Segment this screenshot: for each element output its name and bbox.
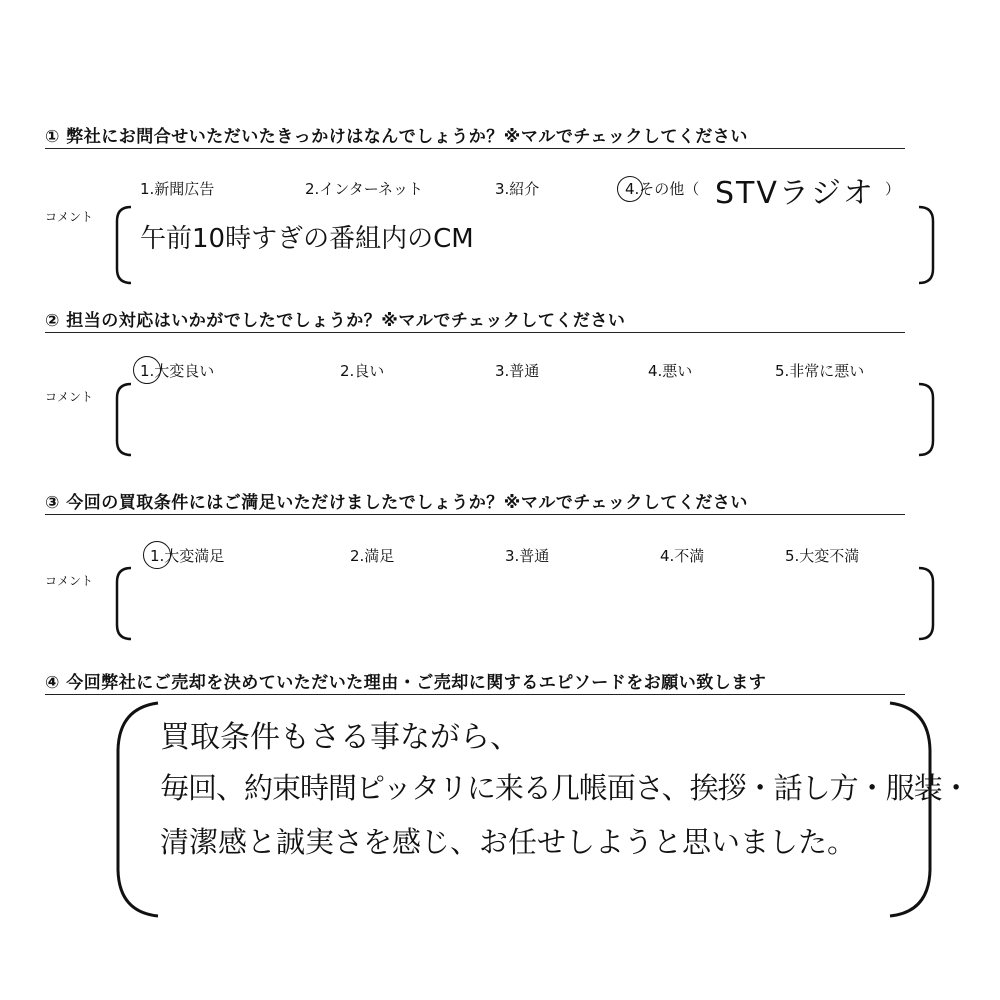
- q3-option-2[interactable]: 2.満足: [350, 547, 395, 565]
- question-3-underline: [45, 514, 905, 515]
- q2-option-3[interactable]: 3.普通: [495, 362, 540, 380]
- q3-option-3[interactable]: 3.普通: [505, 547, 550, 565]
- q2-option-1[interactable]: 1.大変良い: [140, 362, 215, 380]
- q3-option-1[interactable]: 1.大変満足: [150, 547, 225, 565]
- q2-comment-left-bracket: [113, 382, 135, 457]
- q3-selected-circle: [143, 541, 171, 569]
- q1-option-2[interactable]: 2.インターネット: [305, 180, 423, 198]
- q2-option-4[interactable]: 4.悪い: [648, 362, 693, 380]
- q1-comment-left-bracket: [113, 205, 135, 285]
- q1-comment-right-bracket: [915, 205, 937, 285]
- q2-comment-right-bracket: [915, 382, 937, 457]
- question-1-underline: [45, 148, 905, 149]
- q2-comment-label: コメント: [45, 390, 94, 404]
- q3-option-5[interactable]: 5.大変不満: [785, 547, 860, 565]
- q2-option-2[interactable]: 2.良い: [340, 362, 385, 380]
- question-3-title: ③ 今回の買取条件にはご満足いただけましたでしょうか？※マルでチェックしてください: [45, 493, 748, 513]
- q1-option-1[interactable]: 1.新聞広告: [140, 180, 215, 198]
- q1-selected-circle: [617, 176, 643, 202]
- question-2-underline: [45, 332, 905, 333]
- q3-comment-right-bracket: [915, 566, 937, 641]
- q3-option-4[interactable]: 4.不満: [660, 547, 705, 565]
- q1-comment-label: コメント: [45, 210, 94, 224]
- q4-answer-left-bracket: [113, 700, 163, 920]
- q1-option-4[interactable]: 4.その他（: [625, 180, 700, 198]
- q2-option-5[interactable]: 5.非常に悪い: [775, 362, 865, 380]
- question-1-title: ① 弊社にお問合せいただいたきっかけはなんでしょうか？※マルでチェックしてください: [45, 127, 748, 147]
- q4-answer-line-1[interactable]: 買取条件もさる事ながら、: [160, 720, 520, 755]
- q3-comment-label: コメント: [45, 574, 94, 588]
- question-4-underline: [45, 694, 905, 695]
- q4-answer-right-bracket: [885, 700, 935, 920]
- q2-selected-circle: [133, 356, 161, 384]
- q4-answer-line-3[interactable]: 清潔感と誠実さを感じ、お任せしようと思いました。: [160, 825, 857, 859]
- q3-comment-left-bracket: [113, 566, 135, 641]
- q1-other-handwritten[interactable]: STVラジオ: [715, 176, 875, 211]
- q1-comment-handwritten[interactable]: 午前10時すぎの番組内のCM: [140, 224, 474, 254]
- q1-option-4-close: ）: [885, 180, 901, 198]
- q4-answer-line-2[interactable]: 毎回、約束時間ピッタリに来る几帳面さ、挨拶・話し方・服装・: [160, 771, 970, 805]
- question-2-title: ② 担当の対応はいかがでしたでしょうか？※マルでチェックしてください: [45, 311, 626, 331]
- question-4-title: ④ 今回弊社にご売却を決めていただいた理由・ご売却に関するエピソードをお願い致します: [45, 673, 767, 693]
- q1-option-3[interactable]: 3.紹介: [495, 180, 540, 198]
